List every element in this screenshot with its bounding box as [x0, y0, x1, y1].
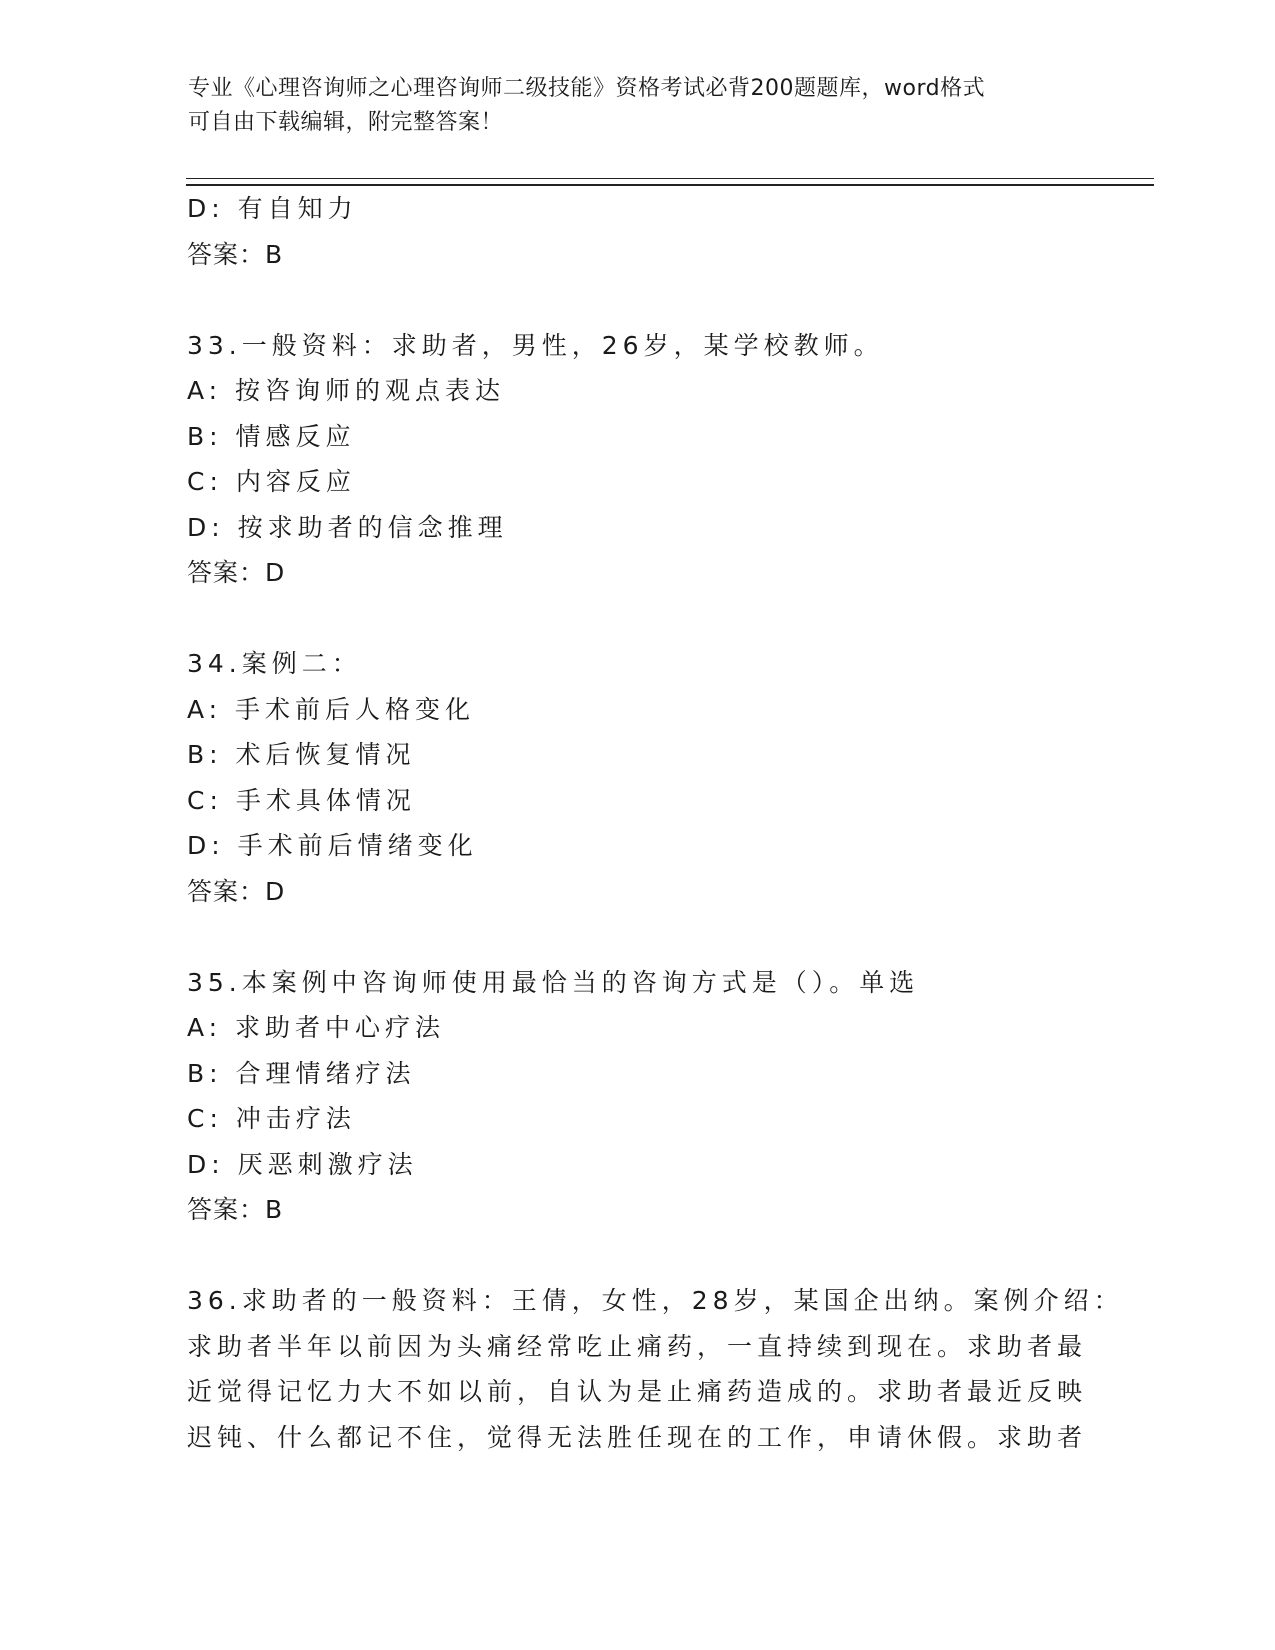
question-34-option-c: C: 手术具体情况 — [187, 785, 416, 815]
header-line-2: 可自由下载编辑，附完整答案！ — [188, 110, 504, 135]
question-35-option-a: A: 求助者中心疗法 — [187, 1013, 446, 1042]
question-36-line-1: 36.求助者的一般资料：王倩，女性，28岁，某国企出纳。案例介绍： — [187, 1286, 1124, 1315]
question-33-stem: 33.一般资料：求助者，男性，26岁，某学校教师。 — [187, 330, 884, 360]
header-divider — [186, 178, 1154, 186]
question-36-line-3: 近觉得记忆力大不如以前，自认为是止痛药造成的。求助者最近反映 — [187, 1377, 1088, 1406]
document-body — [187, 186, 1124, 1460]
document-header — [188, 72, 1068, 140]
prev-answer: 答案：B — [187, 239, 284, 269]
question-35-option-d: D: 厌恶刺激疗法 — [187, 1149, 418, 1179]
question-33-option-c: C: 内容反应 — [187, 467, 356, 496]
question-33-option-a: A: 按咨询师的观点表达 — [187, 376, 506, 405]
question-35-option-b: B: 合理情绪疗法 — [187, 1058, 416, 1088]
question-36-line-2: 求助者半年以前因为头痛经常吃止痛药，一直持续到现在。求助者最 — [187, 1331, 1088, 1361]
question-34-option-d: D: 手术前后情绪变化 — [187, 831, 478, 860]
question-33-option-d: D: 按求助者的信念推理 — [187, 512, 508, 542]
question-34-option-a: A: 手术前后人格变化 — [187, 694, 476, 724]
question-34-stem: 34.案例二： — [187, 649, 362, 678]
question-34-option-b: B: 术后恢复情况 — [187, 740, 416, 769]
spacer — [187, 596, 1067, 642]
question-35-stem: 35.本案例中咨询师使用最恰当的咨询方式是（）。单选 — [187, 967, 920, 997]
header-line-1: 专业《心理咨询师之心理咨询师二级技能》资格考试必背200题题库，word格式 — [188, 76, 986, 101]
spacer — [187, 1233, 1067, 1279]
spacer — [187, 277, 1067, 323]
question-33-answer: 答案：D — [187, 558, 286, 587]
question-33-option-b: B: 情感反应 — [187, 421, 356, 451]
question-35-answer: 答案：B — [187, 1195, 284, 1224]
question-36-stem — [187, 1278, 1124, 1460]
question-34-answer: 答案：D — [187, 876, 286, 906]
question-36-line-4: 迟钝、什么都记不住，觉得无法胜任现在的工作，申请休假。求助者 — [187, 1422, 1088, 1452]
spacer — [187, 914, 1067, 960]
question-35-option-c: C: 冲击疗法 — [187, 1104, 356, 1133]
prev-option-d: D: 有自知力 — [187, 194, 358, 223]
